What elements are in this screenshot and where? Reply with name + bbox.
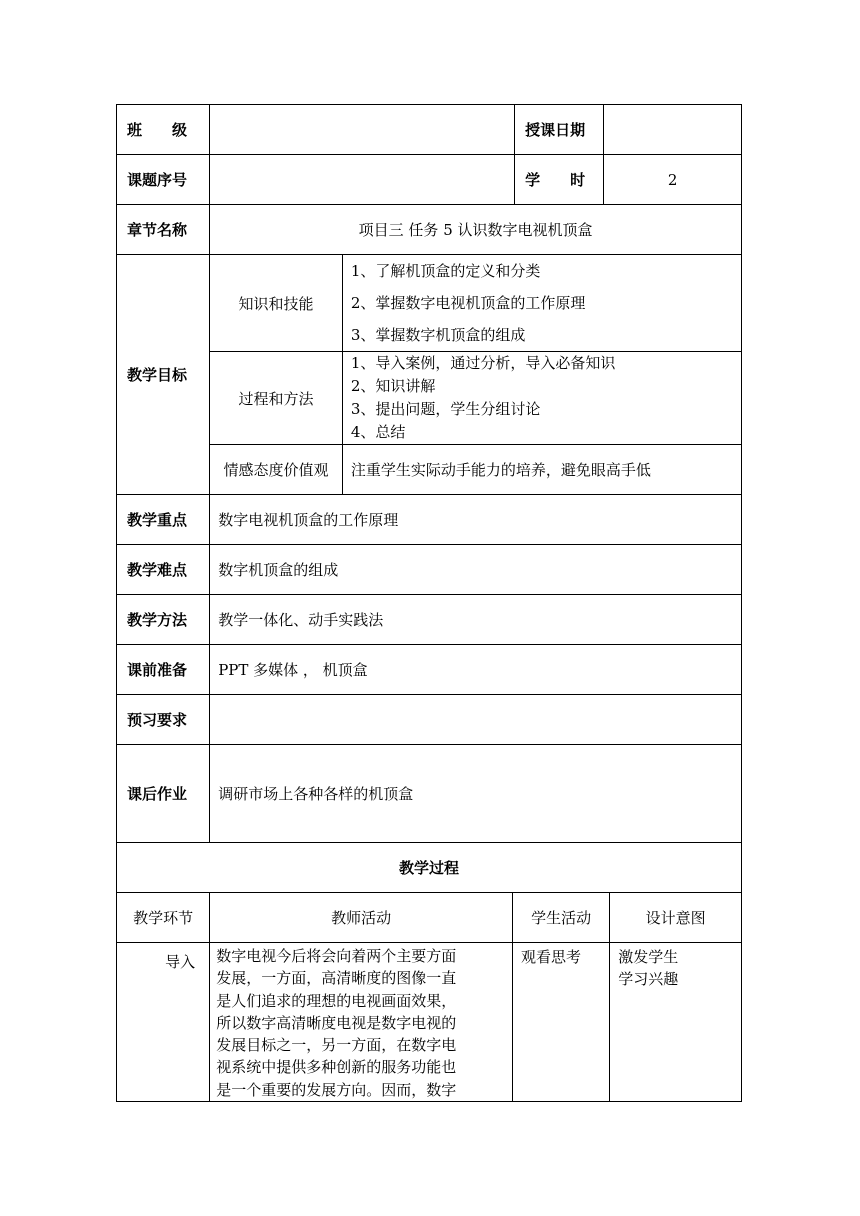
column-header-intent: 设计意图	[610, 893, 742, 943]
column-header-teacher: 教师活动	[210, 893, 513, 943]
design-intent-line: 激发学生	[618, 948, 679, 966]
objectives-label: 教学目标	[117, 255, 210, 495]
topic-no-label: 课题序号	[117, 155, 210, 205]
teacher-activity-line: 发展，一方面，高清晰度的图像一直	[216, 969, 457, 988]
topic-no-value	[210, 155, 515, 205]
method-label: 教学方法	[117, 595, 210, 645]
knowledge-item: 3、掌握数字机顶盒的组成	[350, 326, 526, 344]
process-item: 4、总结	[350, 423, 406, 441]
prep-value: PPT 多媒体 ， 机顶盒	[210, 645, 742, 695]
design-intent-line: 学习兴趣	[618, 970, 679, 989]
process-title-row	[117, 843, 742, 893]
key-point-label: 教学重点	[117, 495, 210, 545]
teacher-activity-line: 发展目标之一，另一方面，在数字电	[216, 1036, 457, 1055]
key-point-value: 数字电视机顶盒的工作原理	[210, 495, 742, 545]
topic-row	[117, 155, 742, 205]
teacher-activity-line: 数字电视今后将会向着两个主要方面	[216, 947, 457, 965]
process-item: 2、知识讲解	[350, 377, 436, 395]
preview-row	[117, 695, 742, 745]
lesson-plan-table	[116, 104, 742, 1102]
preview-label: 预习要求	[117, 695, 210, 745]
objective-process-row	[117, 352, 742, 445]
knowledge-item: 1、了解机顶盒的定义和分类	[350, 262, 541, 280]
teacher-activity-cell	[210, 943, 513, 1102]
homework-value: 调研市场上各种各样的机顶盒	[210, 745, 742, 843]
class-value	[210, 105, 515, 155]
class-label: 班 级	[117, 105, 210, 155]
date-value	[604, 105, 742, 155]
knowledge-label: 知识和技能	[210, 255, 343, 352]
teacher-activity-line: 是人们追求的理想的电视画面效果，	[216, 991, 457, 1010]
method-row	[117, 595, 742, 645]
preview-value	[210, 695, 742, 745]
knowledge-items	[342, 255, 741, 352]
emotion-label: 情感态度价值观	[210, 445, 343, 495]
chapter-row	[117, 205, 742, 255]
process-method-label: 过程和方法	[210, 352, 343, 445]
process-row	[117, 943, 742, 1102]
process-title: 教学过程	[117, 843, 742, 893]
prep-label: 课前准备	[117, 645, 210, 695]
homework-label: 课后作业	[117, 745, 210, 843]
column-header-stage: 教学环节	[117, 893, 210, 943]
difficulty-value: 数字机顶盒的组成	[210, 545, 742, 595]
objective-knowledge-row	[117, 255, 742, 352]
process-header-row	[117, 893, 742, 943]
process-item: 3、提出问题，学生分组讨论	[350, 400, 541, 418]
key-point-row	[117, 495, 742, 545]
chapter-value: 项目三 任务 5 认识数字电视机顶盒	[210, 205, 742, 255]
knowledge-item: 2、掌握数字电视机顶盒的工作原理	[350, 294, 586, 312]
teacher-activity-line: 视系统中提供多种创新的服务功能也	[216, 1058, 457, 1077]
prep-row	[117, 645, 742, 695]
hours-value: 2	[604, 155, 742, 205]
objective-emotion-row	[117, 445, 742, 495]
method-value: 教学一体化、动手实践法	[210, 595, 742, 645]
stage-cell: 导入	[117, 943, 210, 1102]
chapter-label: 章节名称	[117, 205, 210, 255]
column-header-student: 学生活动	[513, 893, 610, 943]
process-item: 1、导入案例，通过分析，导入必备知识	[350, 354, 616, 372]
date-label: 授课日期	[515, 105, 604, 155]
design-intent-cell	[610, 943, 742, 1102]
difficulty-label: 教学难点	[117, 545, 210, 595]
hours-label: 学 时	[515, 155, 604, 205]
process-method-items	[342, 352, 741, 445]
emotion-text: 注重学生实际动手能力的培养，避免眼高手低	[342, 445, 741, 495]
teacher-activity-line: 所以数字高清晰度电视是数字电视的	[216, 1013, 457, 1032]
teacher-activity-line: 是一个重要的发展方向。因而，数字	[216, 1080, 457, 1099]
class-row	[117, 105, 742, 155]
difficulty-row	[117, 545, 742, 595]
homework-row	[117, 745, 742, 843]
student-activity-cell: 观看思考	[513, 943, 610, 1102]
